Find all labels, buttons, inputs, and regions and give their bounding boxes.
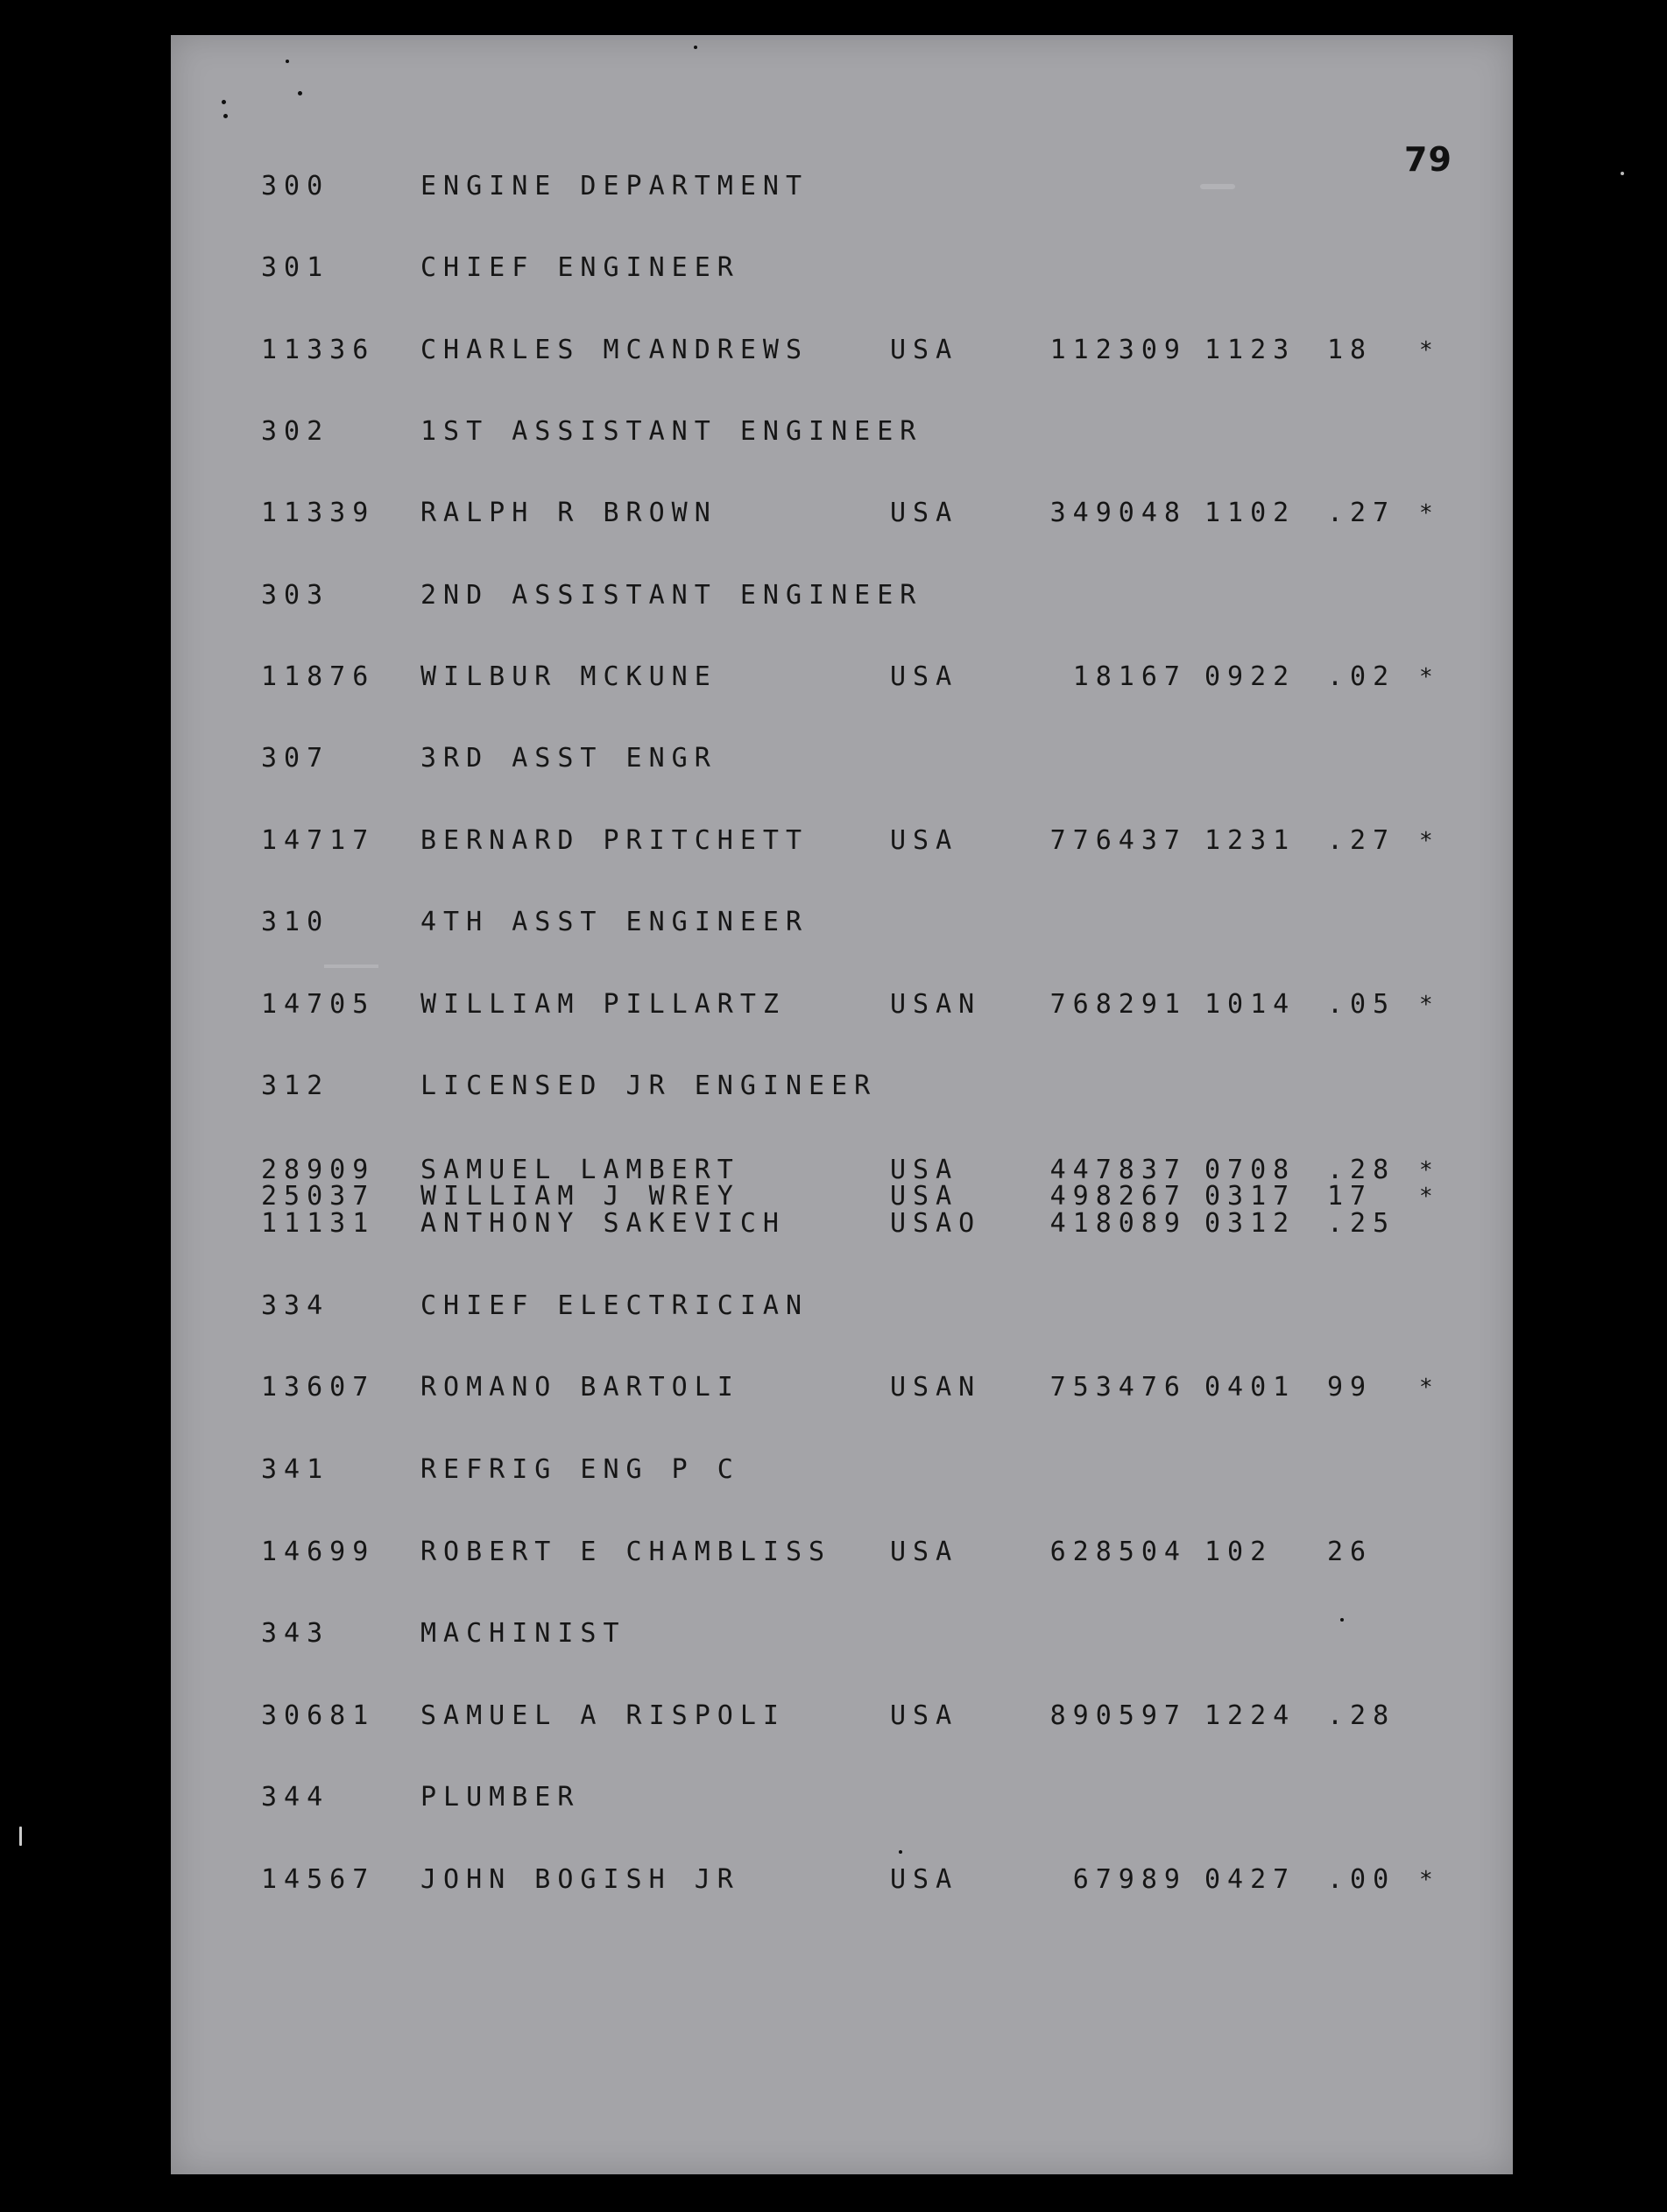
value-code: 18 [1327,335,1374,365]
crew-name: RALPH R BROWN [420,498,717,528]
book-number: 30681 [261,1700,376,1731]
rating-heading [0,1071,1667,1102]
date-code: 102 [1204,1537,1274,1567]
crew-row [0,989,1667,1021]
book-number: 14699 [261,1537,376,1567]
page-number: 79 [1404,140,1452,179]
crew-row [0,1537,1667,1568]
nationality: USA [890,1700,959,1731]
asterisk-mark: * [1419,337,1440,364]
rating-title: 2ND ASSISTANT ENGINEER [420,580,923,611]
scuff-mark [324,965,378,968]
rating-code: 310 [261,907,330,937]
rating-title: 3RD ASST ENGR [420,743,717,774]
rating-heading [0,907,1667,938]
date-code: 0401 [1204,1372,1296,1403]
rating-heading [0,1290,1667,1322]
rating-heading [0,416,1667,448]
rating-code: 307 [261,743,330,774]
nationality: USA [890,1155,959,1185]
rating-title: PLUMBER [420,1782,581,1813]
dust-speck [286,60,289,63]
asterisk-mark: * [1419,500,1440,526]
crew-name: SAMUEL LAMBERT [420,1155,740,1185]
date-code: 1014 [1204,989,1296,1020]
book-number: 14717 [261,825,376,856]
asterisk-mark: * [1419,1157,1440,1184]
dust-speck [694,46,697,49]
book-number: 11876 [261,661,376,692]
certificate-number: 447837 [1049,1155,1187,1185]
crew-row [0,498,1667,529]
rating-heading [0,1618,1667,1650]
crew-name: CHARLES MCANDREWS [420,335,809,365]
crew-name: WILBUR MCKUNE [420,661,717,692]
certificate-number: 18167 [1072,661,1187,692]
value-code: 99 [1327,1372,1374,1403]
dust-speck [1340,1618,1344,1622]
dust-speck [19,1827,22,1846]
date-code: 0317 [1204,1181,1296,1212]
rating-heading [0,580,1667,611]
date-code: 1224 [1204,1700,1296,1731]
rating-heading [0,171,1667,202]
date-code: 0708 [1204,1155,1296,1185]
nationality: USA [890,335,959,365]
crew-name: ROBERT E CHAMBLISS [420,1537,832,1567]
book-number: 11336 [261,335,376,365]
rating-code: 300 [261,171,330,201]
rating-code: 301 [261,252,330,283]
value-code: .28 [1327,1155,1396,1185]
rating-heading [0,252,1667,284]
certificate-number: 67989 [1072,1864,1187,1895]
rating-title: CHIEF ENGINEER [420,252,740,283]
nationality: USAO [890,1208,982,1239]
rating-title: CHIEF ELECTRICIAN [420,1290,809,1321]
crew-name: ROMANO BARTOLI [420,1372,740,1403]
book-number: 25037 [261,1181,376,1212]
certificate-number: 890597 [1049,1700,1187,1731]
crew-name: WILLIAM PILLARTZ [420,989,786,1020]
nationality: USA [890,661,959,692]
nationality: USA [890,1537,959,1567]
asterisk-mark: * [1419,828,1440,854]
certificate-number: 349048 [1049,498,1187,528]
rating-code: 341 [261,1454,330,1485]
asterisk-mark: * [1419,1375,1440,1401]
value-code: 17 [1327,1181,1374,1212]
date-code: 1123 [1204,335,1296,365]
dust-speck [1621,172,1624,175]
crew-row [0,661,1667,693]
certificate-number: 753476 [1049,1372,1187,1403]
crew-row [0,1208,1667,1240]
dust-speck [223,114,228,118]
rating-code: 302 [261,416,330,447]
crew-name: JOHN BOGISH JR [420,1864,740,1895]
certificate-number: 768291 [1049,989,1187,1020]
crew-name: BERNARD PRITCHETT [420,825,809,856]
rating-title: MACHINIST [420,1618,626,1649]
date-code: 0312 [1204,1208,1296,1239]
book-number: 13607 [261,1372,376,1403]
crew-row [0,825,1667,857]
crew-name: SAMUEL A RISPOLI [420,1700,786,1731]
rating-heading [0,743,1667,774]
certificate-number: 498267 [1049,1181,1187,1212]
rating-code: 343 [261,1618,330,1649]
certificate-number: 112309 [1049,335,1187,365]
rating-title: REFRIG ENG P C [420,1454,740,1485]
asterisk-mark: * [1419,664,1440,690]
asterisk-mark: * [1419,992,1440,1018]
value-code: .05 [1327,989,1396,1020]
nationality: USAN [890,989,982,1020]
rating-code: 334 [261,1290,330,1321]
certificate-number: 776437 [1049,825,1187,856]
nationality: USA [890,498,959,528]
crew-row [0,1700,1667,1732]
rating-title: 4TH ASST ENGINEER [420,907,809,937]
nationality: USA [890,1181,959,1212]
book-number: 14567 [261,1864,376,1895]
crew-name: ANTHONY SAKEVICH [420,1208,786,1239]
value-code: .02 [1327,661,1396,692]
rating-code: 312 [261,1071,330,1101]
book-number: 28909 [261,1155,376,1185]
value-code: .27 [1327,498,1396,528]
nationality: USA [890,1864,959,1895]
value-code: 26 [1327,1537,1374,1567]
certificate-number: 418089 [1049,1208,1187,1239]
rating-heading [0,1782,1667,1813]
date-code: 0427 [1204,1864,1296,1895]
book-number: 14705 [261,989,376,1020]
date-code: 1231 [1204,825,1296,856]
value-code: .28 [1327,1700,1396,1731]
certificate-number: 628504 [1049,1537,1187,1567]
rating-title: ENGINE DEPARTMENT [420,171,809,201]
scuff-mark [1200,184,1235,189]
rating-code: 303 [261,580,330,611]
asterisk-mark: * [1419,1184,1440,1210]
book-number: 11131 [261,1208,376,1239]
book-number: 11339 [261,498,376,528]
dust-speck [899,1850,902,1854]
asterisk-mark: * [1419,1867,1440,1893]
nationality: USAN [890,1372,982,1403]
date-code: 0922 [1204,661,1296,692]
date-code: 1102 [1204,498,1296,528]
crew-row [0,1372,1667,1403]
dust-speck [298,91,302,95]
rating-title: 1ST ASSISTANT ENGINEER [420,416,923,447]
value-code: .25 [1327,1208,1396,1239]
crew-name: WILLIAM J WREY [420,1181,740,1212]
rating-code: 344 [261,1782,330,1813]
crew-row [0,335,1667,366]
crew-row [0,1864,1667,1896]
dust-speck [222,100,226,104]
value-code: .27 [1327,825,1396,856]
value-code: .00 [1327,1864,1396,1895]
rating-title: LICENSED JR ENGINEER [420,1071,878,1101]
rating-heading [0,1454,1667,1486]
nationality: USA [890,825,959,856]
